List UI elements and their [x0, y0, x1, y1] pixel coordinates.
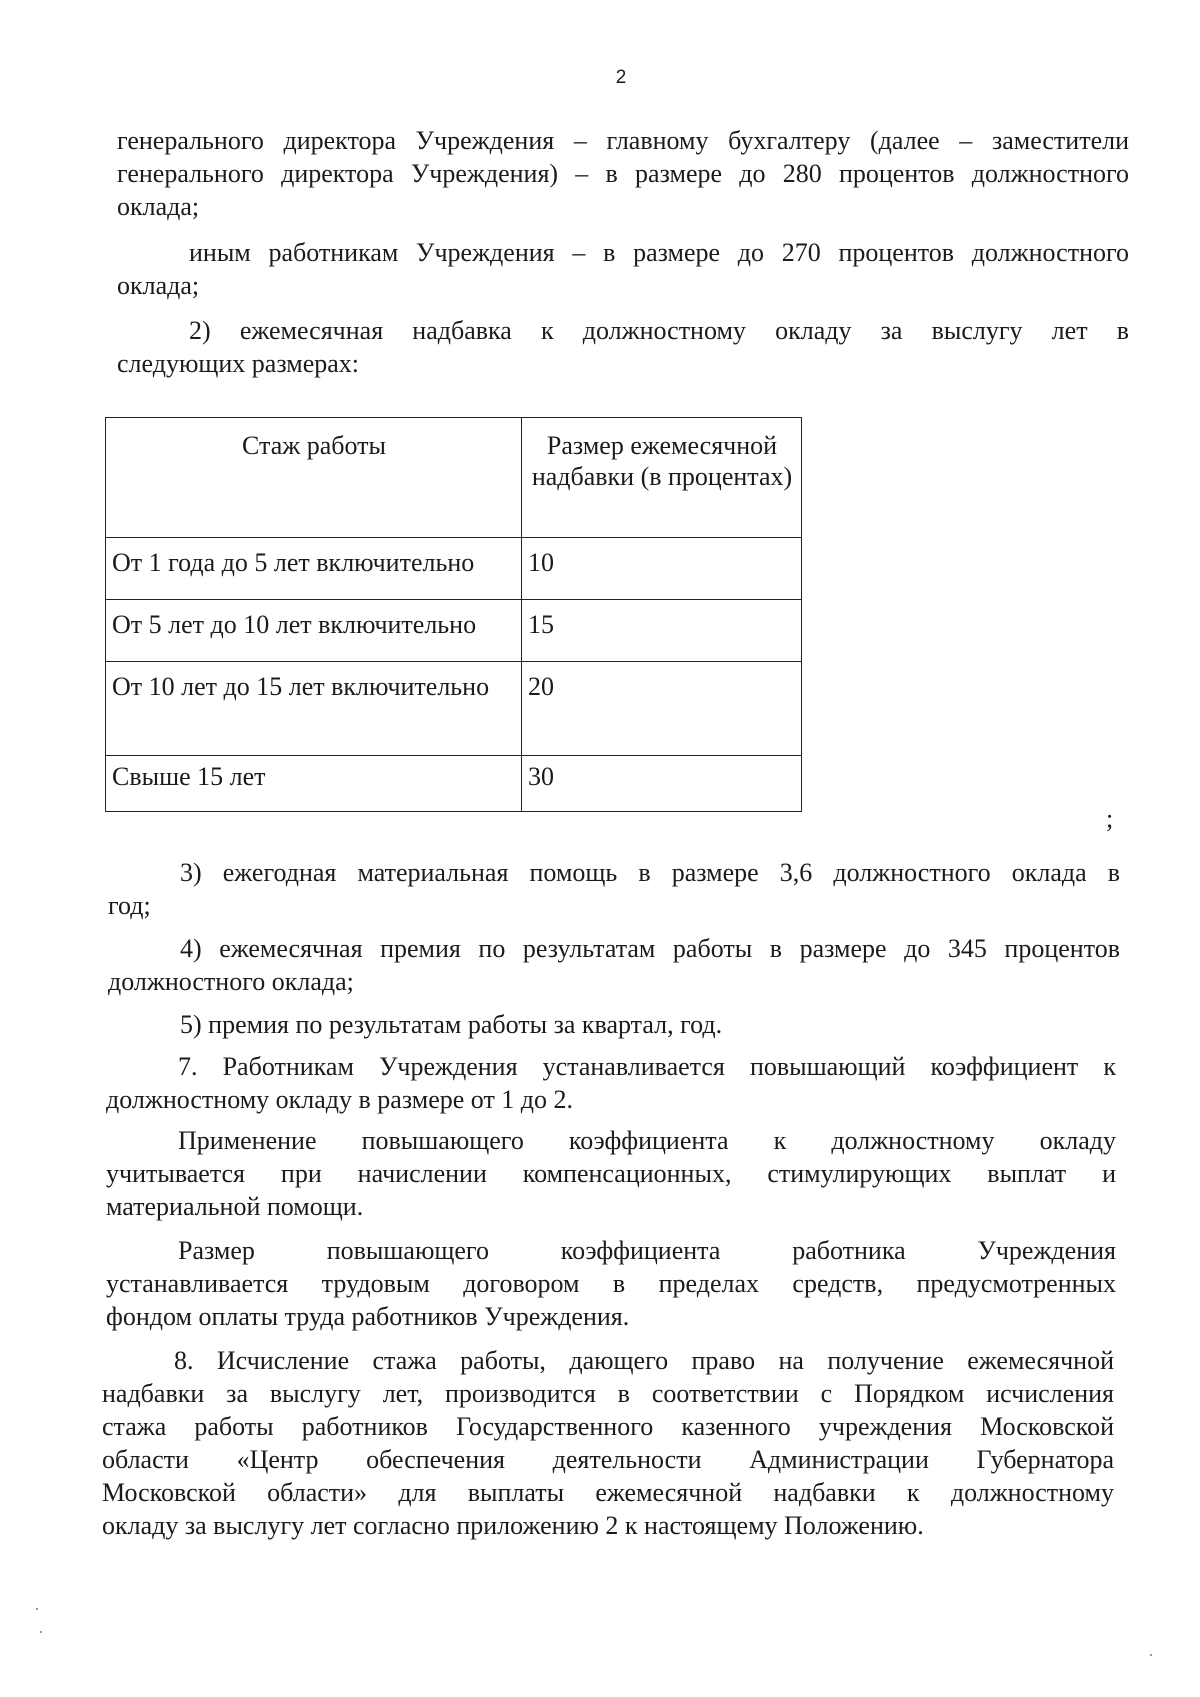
intro-line-3: оклада;: [117, 192, 200, 221]
table-row: [106, 756, 802, 812]
section-8-line-6: окладу за выслугу лет согласно приложению 2 к настоящему Положению.: [102, 1511, 924, 1540]
section-7-applying-block: [106, 1124, 1116, 1223]
scan-speck: [36, 1608, 38, 1610]
table-header-seniority: Стаж работы: [106, 418, 522, 538]
item-4-line-1: 4) ежемесячная премия по результатам работы в размере до 345 процентов: [180, 934, 1120, 963]
item-2-line-2: следующих размерах:: [117, 349, 359, 378]
other-employees-line-1: иным работникам Учреждения – в размере до 270 процентов должностного: [189, 238, 1129, 267]
table-cell-period: От 1 года до 5 лет включительно: [106, 538, 522, 600]
section-8-line-3: стажа работы работников Государственного казенного учреждения Московской: [102, 1412, 1114, 1441]
other-employees-block: [117, 236, 1129, 302]
section-7-applying-line-3: материальной помощи.: [106, 1192, 364, 1221]
after-table-semicolon: ;: [1106, 804, 1114, 833]
section-7-size-line-1: Размер повышающего коэффициента работника Учреждения: [178, 1236, 1116, 1265]
section-8-line-5: Московской области» для выплаты ежемесячной надбавки к должностному: [102, 1478, 1114, 1507]
item-3-line-1: 3) ежегодная материальная помощь в размере 3,6 должностного оклада в: [180, 858, 1120, 887]
intro-line-1: генерального директора Учреждения – главному бухгалтеру (далее – заместители: [117, 126, 1129, 155]
table-header-bonus-size: Размер ежемесячной надбавки (в процентах): [522, 418, 802, 538]
intro-block: [117, 124, 1129, 223]
page-number: 2: [615, 67, 627, 88]
scan-speck: [40, 1631, 42, 1633]
item-3-block: [108, 856, 1120, 922]
item-4-line-2: должностного оклада;: [108, 967, 354, 996]
section-7-line-2: должностному окладу в размере от 1 до 2.: [106, 1085, 574, 1114]
item-4-block: [108, 932, 1120, 998]
section-7-applying-line-1: Применение повышающего коэффициента к должностному окладу: [178, 1126, 1116, 1155]
item-5-line: 5) премия по результатам работы за квартал, год.: [180, 1010, 723, 1039]
section-7-applying-line-2: учитывается при начислении компенсационных, стимулирующих выплат и: [106, 1159, 1116, 1188]
intro-line-2: генерального директора Учреждения) – в размере до 280 процентов должностного: [117, 159, 1129, 188]
section-8-block: [102, 1344, 1114, 1542]
table-cell-period: От 10 лет до 15 лет включительно: [106, 662, 522, 756]
section-7-size-line-3: фондом оплаты труда работников Учреждения.: [106, 1302, 630, 1331]
section-7-size-line-2: устанавливается трудовым договором в пределах средств, предусмотренных: [106, 1269, 1116, 1298]
table-row: [106, 600, 802, 662]
other-employees-line-2: оклада;: [117, 271, 200, 300]
seniority-bonus-table: [105, 417, 802, 812]
table-row: [106, 538, 802, 600]
scan-speck: [1150, 1654, 1152, 1656]
section-7-line-1: 7. Работникам Учреждения устанавливается повышающий коэффициент к: [178, 1052, 1116, 1081]
table-cell-percent: 10: [522, 538, 802, 600]
table-cell-percent: 30: [522, 756, 802, 812]
table-cell-percent: 20: [522, 662, 802, 756]
table-cell-period: От 5 лет до 10 лет включительно: [106, 600, 522, 662]
item-5-block: [108, 1008, 1120, 1041]
section-7-block: [106, 1050, 1116, 1116]
item-3-line-2: год;: [108, 891, 151, 920]
section-7-size-block: [106, 1234, 1116, 1333]
item-2-line-1: 2) ежемесячная надбавка к должностному окладу за выслугу лет в: [189, 316, 1129, 345]
section-8-line-1: 8. Исчисление стажа работы, дающего право на получение ежемесячной: [174, 1346, 1114, 1375]
table-cell-percent: 15: [522, 600, 802, 662]
table-header-row: [106, 418, 802, 538]
section-8-line-4: области «Центр обеспечения деятельности Администрации Губернатора: [102, 1445, 1114, 1474]
item-2-block: [117, 314, 1129, 380]
section-8-line-2: надбавки за выслугу лет, производится в соответствии с Порядком исчисления: [102, 1379, 1114, 1408]
table-row: [106, 662, 802, 756]
table-cell-period: Свыше 15 лет: [106, 756, 522, 812]
